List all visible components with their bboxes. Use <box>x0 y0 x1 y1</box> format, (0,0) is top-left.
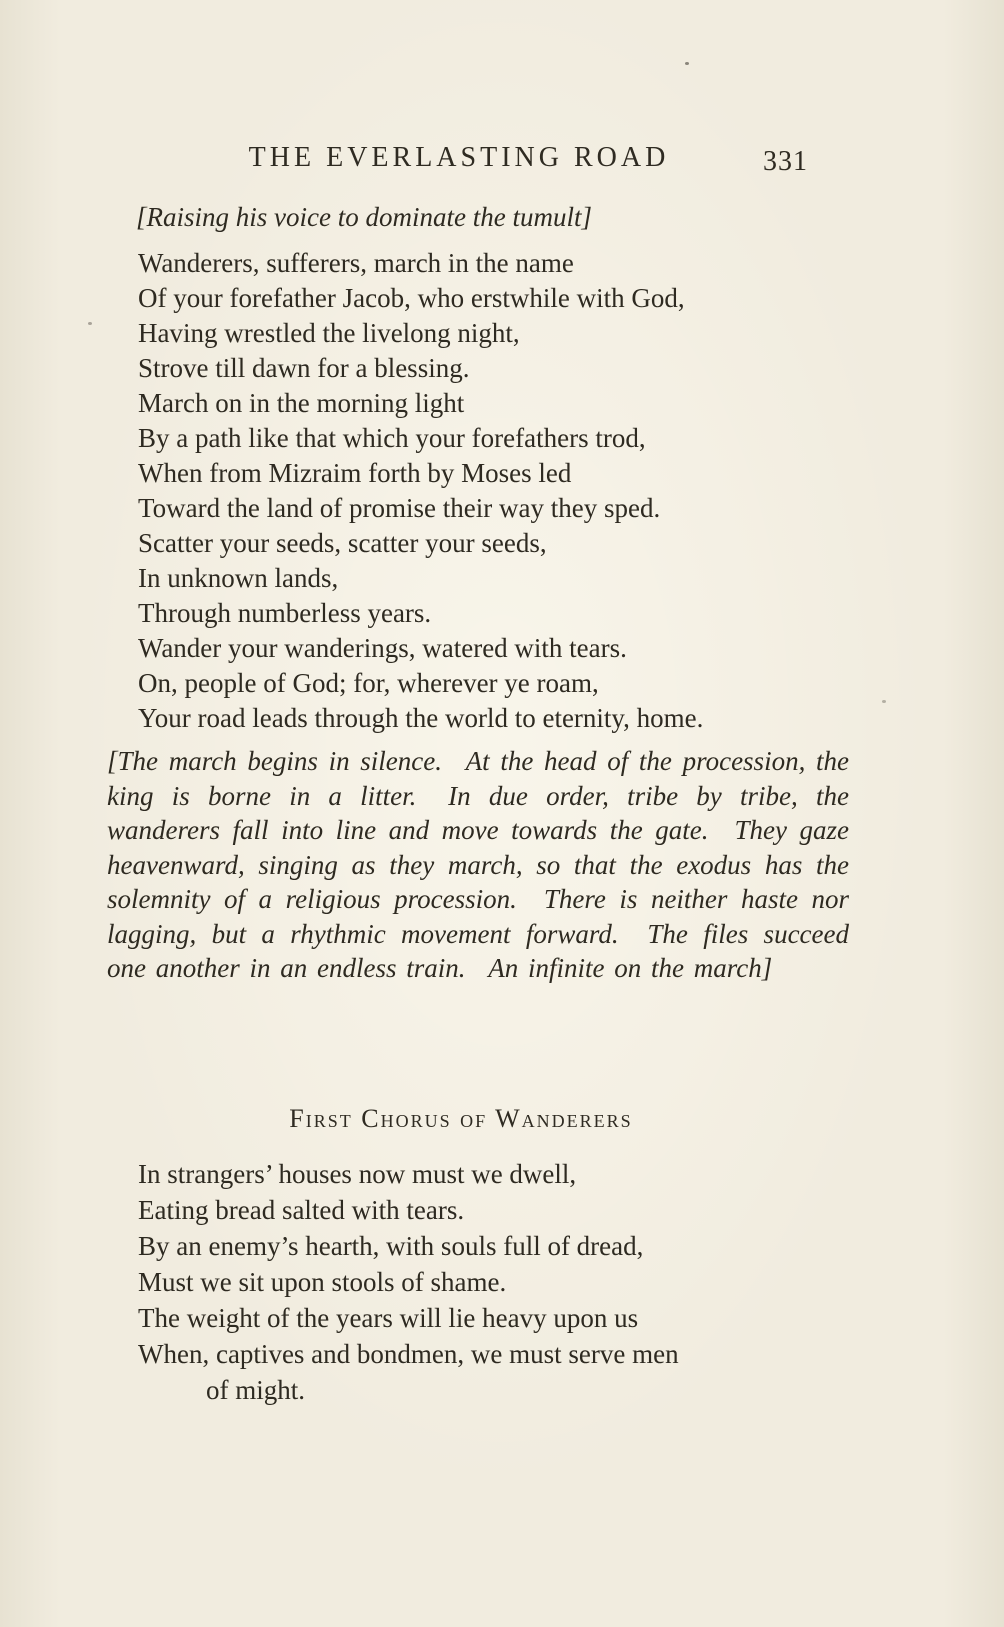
verse-line: Must we sit upon stools of shame. <box>138 1267 507 1297</box>
verse-line: By a path like that which your forefathers trod, <box>138 423 646 453</box>
section-heading: First Chorus of Wanderers <box>289 1104 633 1133</box>
verse-line: Toward the land of promise their way they sped. <box>138 493 661 523</box>
verse-line: In unknown lands, <box>138 563 339 593</box>
scan-artifact <box>685 62 689 65</box>
section-heading-row <box>0 1104 1004 1134</box>
verse-line: Eating bread salted with tears. <box>138 1195 465 1225</box>
scan-artifact <box>88 322 92 325</box>
speech-verse-block <box>138 246 878 736</box>
verse-line: When from Mizraim forth by Moses led <box>138 458 572 488</box>
stage-direction: [Raising his voice to dominate the tumult] <box>136 202 592 232</box>
running-header <box>0 142 1004 182</box>
verse-line: of might. <box>206 1375 305 1405</box>
verse-line: Scatter your seeds, scatter your seeds, <box>138 528 547 558</box>
verse-line: When, captives and bondmen, we must serve men <box>138 1339 679 1369</box>
verse-line: March on in the morning light <box>138 388 465 418</box>
verse-line: By an enemy’s hearth, with souls full of dread, <box>138 1231 644 1261</box>
verse-line: Strove till dawn for a blessing. <box>138 353 470 383</box>
page-number: 331 <box>763 146 808 177</box>
verse-line: Wanderers, sufferers, march in the name <box>138 248 574 278</box>
verse-line: Of your forefather Jacob, who erstwhile with God, <box>138 283 685 313</box>
verse-line: In strangers’ houses now must we dwell, <box>138 1159 577 1189</box>
scan-artifact <box>882 700 886 703</box>
chorus-verse-block <box>138 1156 898 1408</box>
verse-line: Through numberless years. <box>138 598 432 628</box>
verse-line: The weight of the years will lie heavy upon us <box>138 1303 639 1333</box>
running-title: THE EVERLASTING ROAD <box>248 142 670 173</box>
stage-direction: [The march begins in silence. At the head of the procession, the king is borne in a litter. In due order, tribe by tribe, the wanderers fall into line and move towards the gate. They gaze heavenward, singing as they march, so that the exodus has the solemnity of a religious procession. There is neither haste nor lagging, but a rhythmic movement forward. The files succeed one another in an endless train. An infinite on the march] <box>107 746 849 983</box>
verse-line: Wander your wanderings, watered with tears. <box>138 633 627 663</box>
verse-line: On, people of God; for, wherever ye roam, <box>138 668 599 698</box>
verse-line: Having wrestled the livelong night, <box>138 318 520 348</box>
verse-line: Your road leads through the world to eternity, home. <box>138 703 704 733</box>
